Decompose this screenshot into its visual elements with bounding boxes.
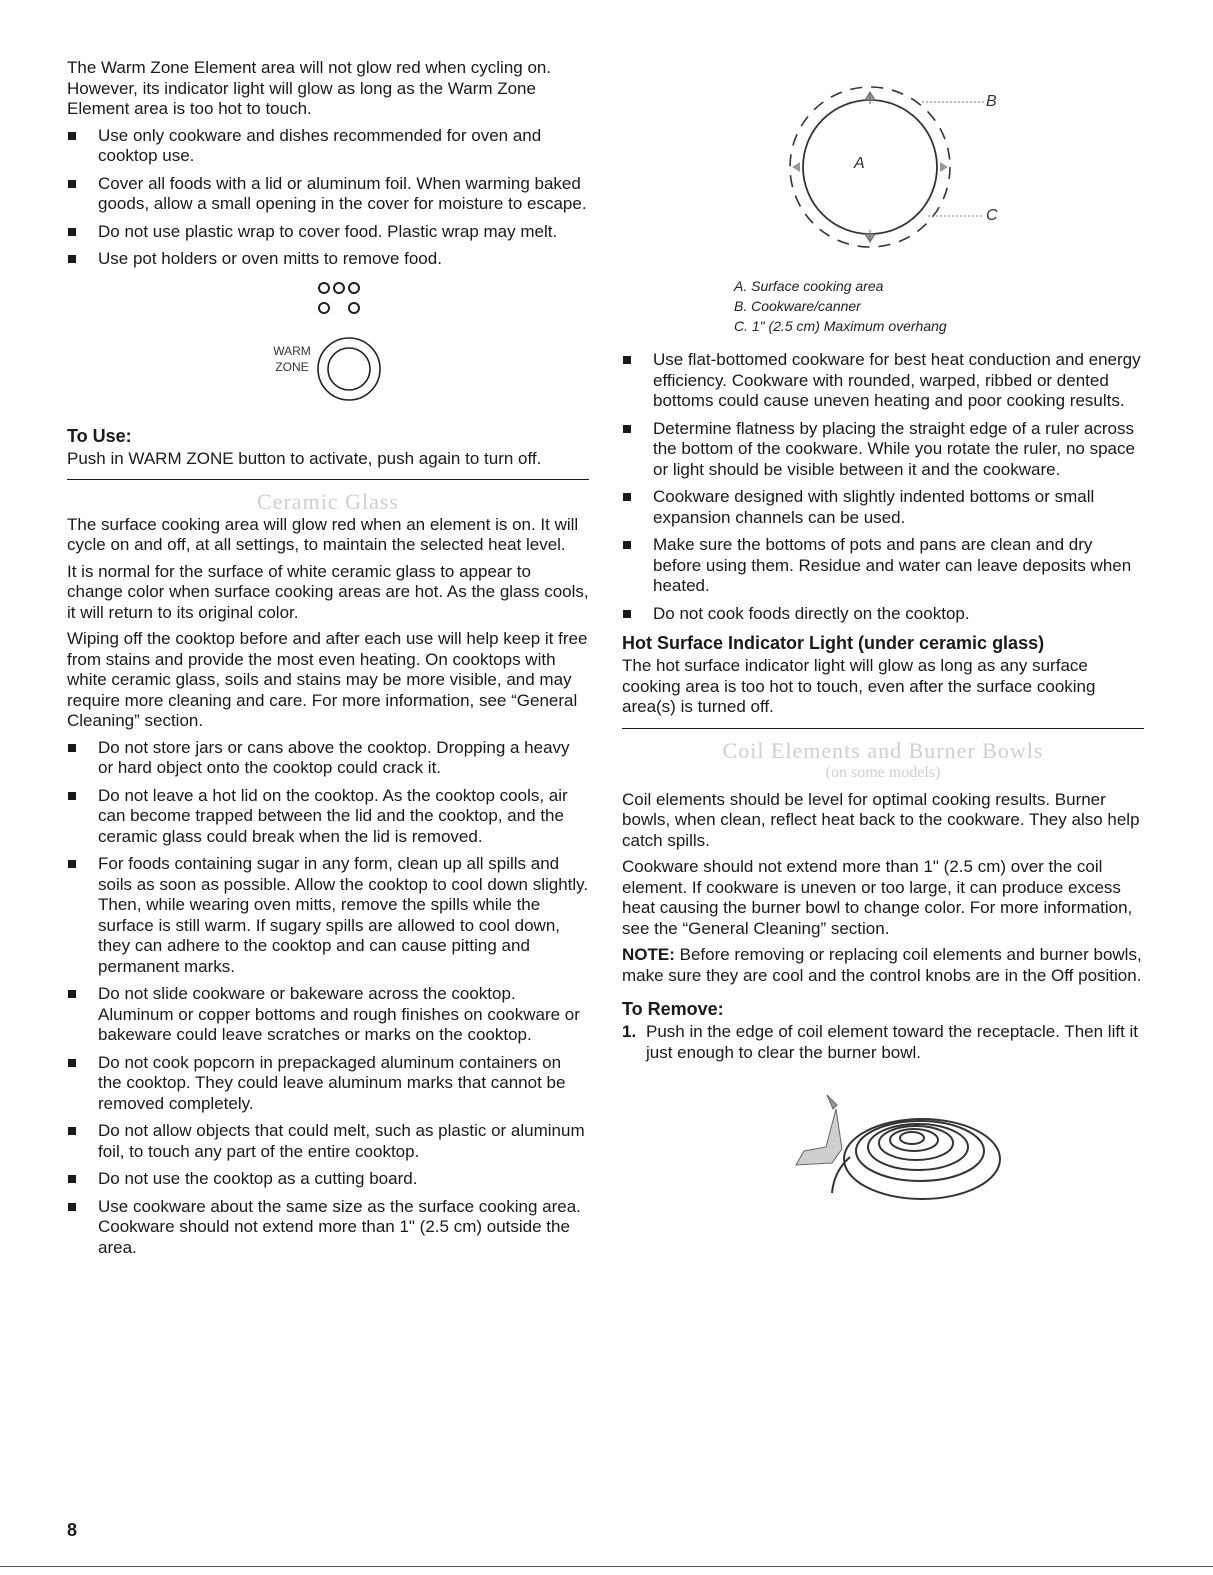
diagram-label-a: A xyxy=(854,155,865,172)
list-item: Do not cook foods directly on the cooktop. xyxy=(622,604,1144,625)
list-item: Use flat-bottomed cookware for best heat conduction and energy efficiency. Cookware with rounded, warped, ribbed or dented bottoms could cause uneven heating and poor cooking results. xyxy=(622,350,1144,412)
list-item: Do not allow objects that could melt, such as plastic or aluminum foil, to touch any part of the entire cooktop. xyxy=(67,1121,589,1162)
ceramic-bullets xyxy=(67,738,589,1259)
coil-element-icon xyxy=(622,1069,1144,1219)
caption-a: A. Surface cooking area xyxy=(734,278,884,294)
remove-steps xyxy=(622,1022,1144,1063)
ceramic-paragraph-1: The surface cooking area will glow red when an element is on. It will cycle on and off, at all settings, to maintain the selected heat level. xyxy=(67,514,579,554)
cookware-diagram-icon xyxy=(622,70,1144,280)
cookware-bullets xyxy=(622,350,1144,624)
list-item: Cover all foods with a lid or aluminum foil. When warming baked goods, allow a small opening in the cover for moisture to escape. xyxy=(67,174,589,215)
warm-zone-intro: The Warm Zone Element area will not glow red when cycling on. However, its indicator light will glow as long as the Warm Zone Element area is too hot to touch. xyxy=(67,58,552,118)
cookware-overhang-diagram xyxy=(622,70,1144,280)
coil-element-figure xyxy=(622,1069,1144,1219)
list-item: Use pot holders or oven mitts to remove food. xyxy=(67,249,589,270)
list-item: For foods containing sugar in any form, clean up all spills and soils as soon as possible. Allow the cooktop to cool down slightly. Then, while wearing oven mitts, remove the spills while the surface is still warm. If sugary spills are allowed to cool down, they can adhere to the cooktop and can cause pitting and permanent marks. xyxy=(67,854,589,977)
hot-surface-text: The hot surface indicator light will glow as long as any surface cooking area is too hot to touch, even after the surface cooking area(s) is turned off. xyxy=(622,656,1096,716)
list-item: Use only cookware and dishes recommended for oven and cooktop use. xyxy=(67,126,589,167)
warm-zone-bullets xyxy=(67,126,589,270)
list-item: Do not leave a hot lid on the cooktop. As the cooktop cools, air can become trapped between the lid and the cooktop, and the ceramic glass could break when the lid is removed. xyxy=(67,786,589,848)
diagram-caption xyxy=(734,276,1144,336)
note-label: NOTE: xyxy=(622,945,675,964)
step-text: Push in the edge of coil element toward the receptacle. Then lift it just enough to clear the burner bowl. xyxy=(646,1022,1139,1062)
warm-zone-figure xyxy=(67,277,589,419)
page-number: 8 xyxy=(67,1520,78,1540)
to-use-text: Push in WARM ZONE button to activate, push again to turn off. xyxy=(67,448,542,468)
note-text: Before removing or replacing coil elements and burner bowls, make sure they are cool and the control knobs are in the Off position. xyxy=(622,945,1142,985)
step-number: 1. xyxy=(622,1022,637,1041)
coil-elements-subtitle: (on some models) xyxy=(825,764,941,781)
warm-zone-label: WARM ZONE xyxy=(273,343,311,374)
footer-rule xyxy=(0,1566,1213,1567)
coil-paragraph-2: Cookware should not extend more than 1" (2.5 cm) over the coil element. If cookware is uneven or too large, it can produce excess heat causing the burner bowl to change color. For more information, see the “General Cleaning” section. xyxy=(622,857,1133,938)
list-item: Do not cook popcorn in prepackaged aluminum containers on the cooktop. They could leave aluminum marks that cannot be removed completely. xyxy=(67,1053,589,1115)
to-use-heading: To Use: xyxy=(67,425,132,446)
list-item: Do not use the cooktop as a cutting board. xyxy=(67,1169,589,1190)
caption-c: C. 1" (2.5 cm) Maximum overhang xyxy=(734,318,947,334)
diagram-label-c: C xyxy=(986,207,998,224)
list-item: Use cookware about the same size as the surface cooking area. Cookware should not extend more than 1" (2.5 cm) outside the area. xyxy=(67,1197,589,1259)
ceramic-paragraph-3: Wiping off the cooktop before and after each use will help keep it free from stains and provide the most even heating. On cooktops with white ceramic glass, soils and stains may be more visible, and may require more cleaning and care. For more information, see “General Cleaning” section. xyxy=(67,629,588,730)
ceramic-glass-title: Ceramic Glass xyxy=(257,489,399,514)
right-column xyxy=(622,70,1144,1219)
divider xyxy=(622,728,1144,729)
list-item: Determine flatness by placing the straight edge of a ruler across the bottom of the cookware. While you rotate the ruler, no space or light should be visible between it and the cookware. xyxy=(622,419,1144,481)
list-item: Cookware designed with slightly indented bottoms or small expansion channels can be used. xyxy=(622,487,1144,528)
to-remove-heading: To Remove: xyxy=(622,999,724,1019)
left-column xyxy=(67,58,589,1265)
list-item: Do not store jars or cans above the cooktop. Dropping a heavy or hard object onto the cooktop could crack it. xyxy=(67,738,589,779)
warm-zone-indicator-icon xyxy=(67,277,589,419)
coil-elements-title: Coil Elements and Burner Bowls xyxy=(722,737,1044,763)
coil-paragraph-1: Coil elements should be level for optimal cooking results. Burner bowls, when clean, reflect heat back to the cookware. They also help catch spills. xyxy=(622,789,1140,850)
hot-surface-heading: Hot Surface Indicator Light (under ceramic glass) xyxy=(622,633,1045,653)
ceramic-paragraph-2: It is normal for the surface of white ceramic glass to appear to change color when surface cooking areas are hot. As the glass cools, it will return to its original color. xyxy=(67,561,589,622)
list-item: Do not use plastic wrap to cover food. Plastic wrap may melt. xyxy=(67,222,589,243)
list-item: Make sure the bottoms of pots and pans are clean and dry before using them. Residue and water can leave deposits when heated. xyxy=(622,535,1144,597)
step-item xyxy=(622,1022,1144,1063)
divider xyxy=(67,479,589,480)
note-paragraph xyxy=(622,945,1144,986)
list-item: Do not slide cookware or bakeware across the cooktop. Aluminum or copper bottoms and rough finishes on cookware or bakeware could leave scratches or marks on the cooktop. xyxy=(67,984,589,1046)
diagram-label-b: B xyxy=(986,93,997,110)
caption-b: B. Cookware/canner xyxy=(734,298,861,314)
